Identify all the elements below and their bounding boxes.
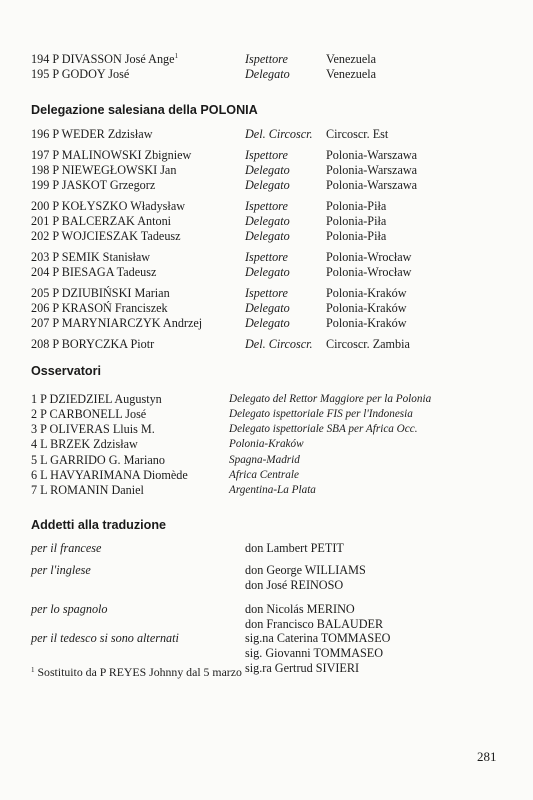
observer-role: Argentina-La Plata (229, 484, 316, 496)
footnote-reference: 1 (174, 52, 179, 60)
member-role: Ispettore (245, 250, 288, 264)
member-role: Delegato (245, 163, 290, 177)
observer-role: Delegato del Rettor Maggiore per la Polonia (229, 393, 432, 405)
member-name: 199 P JASKOT Grzegorz (31, 178, 156, 192)
member-province: Polonia-Warszawa (326, 178, 418, 192)
observer-role: Delegato ispettoriale SBA per Africa Occ. (229, 423, 418, 435)
member-role: Delegato (245, 229, 290, 243)
translator-name: sig.ra Gertrud SIVIERI (245, 661, 360, 675)
translator-name: don Nicolás MERINO (245, 602, 355, 616)
observer-name: 6 L HAVYARIMANA Diomède (31, 468, 188, 482)
member-province: Venezuela (326, 67, 377, 81)
translator-name: sig. Giovanni TOMMASEO (245, 646, 384, 660)
member-province: Polonia-Piła (326, 199, 387, 213)
translator-name: don George WILLIAMS (245, 563, 366, 577)
observer-name: 7 L ROMANIN Daniel (31, 483, 144, 497)
member-name: 202 P WOJCIESZAK Tadeusz (31, 229, 181, 243)
member-role: Del. Circoscr. (245, 127, 313, 141)
member-role: Ispettore (245, 286, 288, 300)
member-province: Circoscr. Zambia (326, 337, 410, 351)
member-role: Ispettore (245, 199, 288, 213)
member-role: Delegato (245, 214, 290, 228)
translator-name: sig.na Caterina TOMMASEO (245, 631, 391, 645)
member-role: Delegato (245, 67, 290, 81)
footnote-text: Sostituito da P REYES Johnny dal 5 marzo (37, 665, 242, 679)
observer-name: 2 P CARBONELL José (31, 407, 147, 421)
observer-role: Delegato ispettoriale FIS per l'Indonesia (229, 408, 413, 420)
translation-language: per l'inglese (31, 563, 91, 577)
member-name: 200 P KOŁYSZKO Władysław (31, 199, 186, 213)
member-role: Delegato (245, 301, 290, 315)
member-role: Del. Circoscr. (245, 337, 313, 351)
observer-role: Spagna-Madrid (229, 454, 300, 466)
member-name: 208 P BORYCZKA Piotr (31, 337, 155, 351)
translation-language: per il francese (31, 541, 102, 555)
member-name: 204 P BIESAGA Tadeusz (31, 265, 157, 279)
member-name: 201 P BALCERZAK Antoni (31, 214, 172, 228)
member-province: Polonia-Kraków (326, 316, 407, 330)
member-province: Polonia-Kraków (326, 286, 407, 300)
member-province: Polonia-Kraków (326, 301, 407, 315)
translation-language: per il tedesco si sono alternati (31, 631, 179, 645)
member-role: Ispettore (245, 52, 288, 66)
footnote-mark: 1 (31, 666, 35, 674)
observer-role: Africa Centrale (229, 469, 299, 481)
page-number: 281 (477, 749, 497, 764)
member-name: 196 P WEDER Zdzisław (31, 127, 153, 141)
member-role: Delegato (245, 178, 290, 192)
observer-name: 4 L BRZEK Zdzisław (31, 437, 138, 451)
member-province: Polonia-Warszawa (326, 148, 418, 162)
member-name: 203 P SEMIK Stanisław (31, 250, 151, 264)
member-province: Circoscr. Est (326, 127, 389, 141)
member-role: Ispettore (245, 148, 288, 162)
member-name: 195 P GODOY José (31, 67, 130, 81)
member-name: 197 P MALINOWSKI Zbigniew (31, 148, 192, 162)
traduzione-heading: Addetti alla traduzione (31, 518, 167, 532)
member-province: Polonia-Piła (326, 229, 387, 243)
member-province: Polonia-Wrocław (326, 250, 412, 264)
translation-language: per lo spagnolo (31, 602, 108, 616)
footnote (31, 665, 242, 680)
observer-name: 1 P DZIEDZIEL Augustyn (31, 392, 162, 406)
member-name: 205 P DZIUBIŃSKI Marian (31, 286, 170, 300)
member-province: Polonia-Wrocław (326, 265, 412, 279)
member-province: Venezuela (326, 52, 377, 66)
polonia-heading: Delegazione salesiana della POLONIA (31, 103, 258, 117)
member-role: Delegato (245, 265, 290, 279)
member-name: 198 P NIEWEGŁOWSKI Jan (31, 163, 177, 177)
osservatori-heading: Osservatori (31, 364, 102, 378)
observer-name: 3 P OLIVERAS Lluis M. (31, 422, 155, 436)
member-province: Polonia-Piła (326, 214, 387, 228)
member-province: Polonia-Warszawa (326, 163, 418, 177)
translator-name: don José REINOSO (245, 578, 344, 592)
member-name: 207 P MARYNIARCZYK Andrzej (31, 316, 203, 330)
member-name: 194 P DIVASSON José Ange$^1$ (31, 52, 179, 66)
observer-role: Polonia-Kraków (229, 438, 304, 450)
observer-name: 5 L GARRIDO G. Mariano (31, 453, 165, 467)
translator-name: don Lambert PETIT (245, 541, 344, 555)
member-name: 206 P KRASOŃ Franciszek (31, 301, 168, 315)
translator-name: don Francisco BALAUDER (245, 617, 384, 631)
member-role: Delegato (245, 316, 290, 330)
